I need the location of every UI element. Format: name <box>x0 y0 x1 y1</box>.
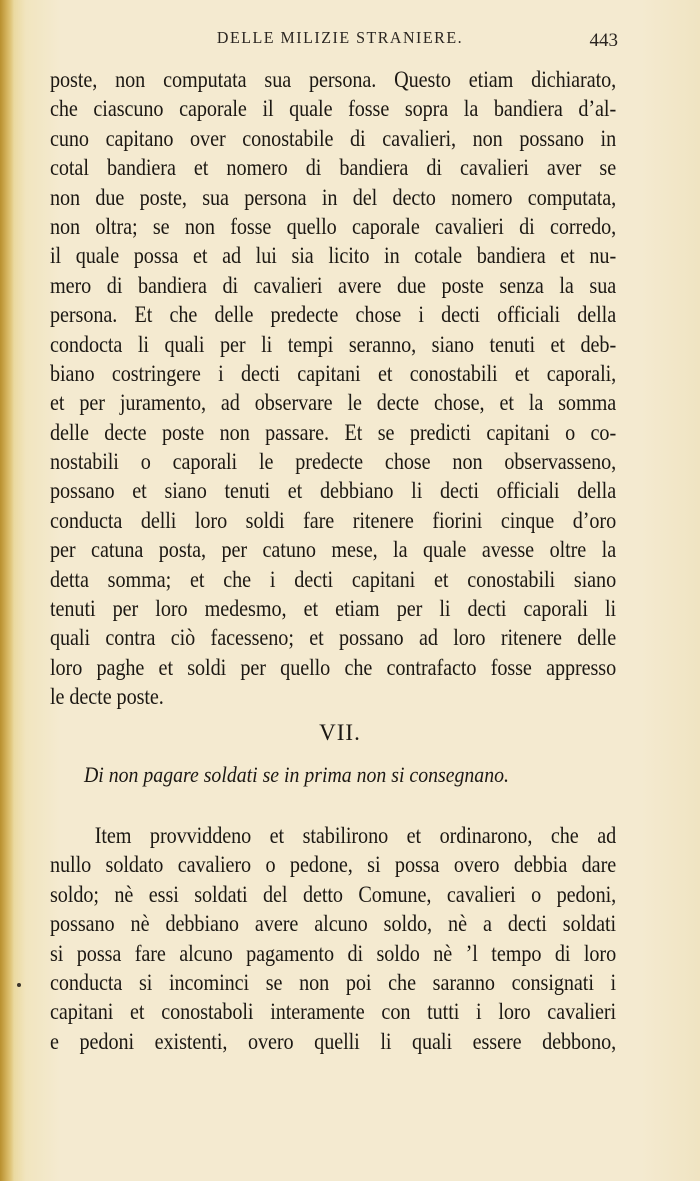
text-line: cotal bandiera et nomero di bandiera di cavalieri aver se <box>50 155 617 182</box>
text-line: il quale possa et ad lui sia licito in cotale bandiera et nu- <box>50 243 617 270</box>
text-line: non oltra; se non fosse quello caporale cavalieri di corredo, <box>50 213 617 240</box>
page-number: 443 <box>589 30 618 51</box>
text-line: mero di bandiera di cavalieri avere due poste senza la sua <box>50 272 617 299</box>
text-line: soldo; nè essi soldati del detto Comune, cavalieri o pedoni, <box>50 881 617 908</box>
text-line: conducta si incominci se non poi che saranno consignati i <box>50 969 617 996</box>
text-line: nostabili o caporali le predecte chose non observasseno, <box>50 449 617 476</box>
text-line: poste, non computata sua persona. Questo etiam dichiarato, <box>50 67 617 93</box>
text-line: possano et siano tenuti et debbiano li decti officiali della <box>50 478 617 505</box>
text-line: si possa fare alcuno pagamento di soldo nè ’l tempo di loro <box>50 940 617 967</box>
section-title: Di non pagare soldati se in prima non si consegnano. <box>84 762 509 787</box>
text-line: e pedoni existenti, overo quelli li quali essere debbono, <box>50 1028 617 1055</box>
text-line: non due poste, sua persona in del decto nomero computata, <box>50 184 617 211</box>
text-line: Item provviddeno et stabilirono et ordinarono, che ad <box>94 823 617 849</box>
text-line: cuno capitano over conostabile di cavalieri, non possano in <box>50 125 617 152</box>
text-line: loro paghe et soldi per quello che contrafacto fosse appresso <box>50 654 617 681</box>
text-line: che ciascuno caporale il quale fosse sopra la bandiera d’al- <box>50 96 617 123</box>
page-edge-shadow <box>0 0 14 1181</box>
section-number: VII. <box>319 720 361 745</box>
text-line: biano costringere i decti capitani et conostabili et caporali, <box>50 360 617 387</box>
text-line: conducta delli loro soldi fare ritenere fiorini cinque d’oro <box>50 507 617 534</box>
text-line: et per juramento, ad observare le decte chose, et la somma <box>50 390 617 417</box>
running-head: DELLE MILIZIE STRANIERE. <box>216 29 464 48</box>
page-header <box>0 30 700 60</box>
text-line: per catuna posta, per catuno mese, la quale avesse oltre la <box>50 537 617 564</box>
text-line: delle decte poste non passare. Et se predicti capitani o co- <box>50 419 617 446</box>
paragraph-top <box>50 66 616 713</box>
text-line: detta somma; et che i decti capitani et conostabili siano <box>50 566 617 593</box>
text-line: condocta li quali per li tempi seranno, siano tenuti et deb- <box>50 331 617 358</box>
text-line: quali contra ciò facesseno; et possano ad loro ritenere delle <box>50 625 617 652</box>
text-line: persona. Et che delle predecte chose i decti officiali della <box>50 302 617 329</box>
text-line: le decte poste. <box>50 684 164 711</box>
text-line: nullo soldato cavaliero o pedone, si possa overo debbia dare <box>50 852 617 879</box>
text-line: capitani et conostaboli interamente con tutti i loro cavalieri <box>50 999 617 1026</box>
text-line: tenuti per loro medesmo, et etiam per li decti caporali li <box>50 596 617 623</box>
margin-mark <box>17 983 21 987</box>
text-line: possano nè debbiano avere alcuno soldo, nè a decti soldati <box>50 911 617 938</box>
paragraph-bottom <box>50 822 616 1057</box>
